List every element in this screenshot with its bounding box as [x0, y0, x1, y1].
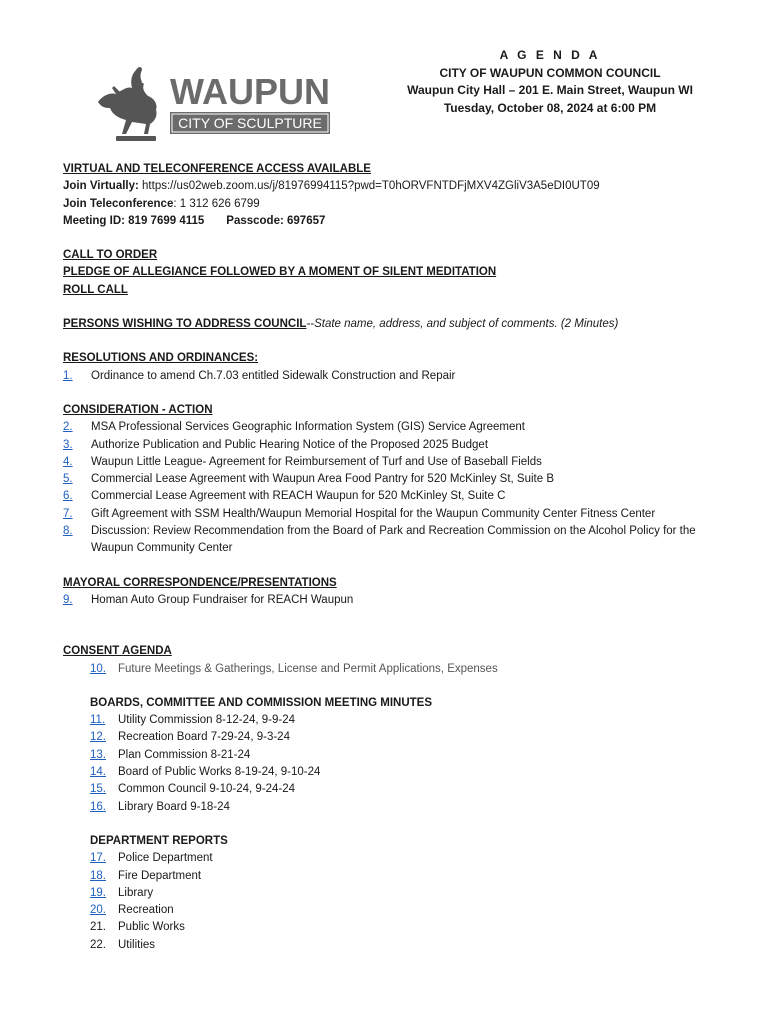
council-name: CITY OF WAUPUN COMMON COUNCIL — [439, 65, 661, 80]
logo-tagline: CITY OF SCULPTURE — [178, 115, 322, 131]
list-item — [63, 902, 713, 919]
item-text: Gift Agreement with SSM Health/Waupun Memorial Hospital for the Waupun Community Center Fitness Center — [91, 507, 656, 520]
list-item — [63, 488, 713, 505]
item-text: Discussion: Review Recommendation from the Board of Park and Recreation Commission on the Alcohol Policy for the Waupun Community Center — [91, 525, 696, 555]
item-link-17[interactable]: 17. — [90, 852, 106, 865]
list-item — [63, 850, 713, 867]
item-text: Waupun Little League- Agreement for Reimbursement of Turf and Use of Baseball Fields — [91, 455, 542, 468]
meeting-datetime: Tuesday, October 08, 2024 at 6:00 PM — [443, 100, 657, 115]
mayoral-heading: MAYORAL CORRESPONDENCE/PRESENTATIONS — [63, 576, 337, 589]
item-link-20[interactable]: 20. — [90, 904, 106, 917]
item-text: Utilities — [118, 938, 156, 951]
minutes-heading: BOARDS, COMMITTEE AND COMMISSION MEETING MINUTES — [90, 696, 433, 709]
persons-address-council — [63, 316, 713, 333]
list-item — [63, 919, 713, 936]
call-to-order: CALL TO ORDER — [63, 249, 158, 262]
list-item — [63, 885, 713, 902]
reports-heading: DEPARTMENT REPORTS — [90, 834, 228, 847]
list-item — [63, 592, 713, 609]
tele-label: Join Teleconference — [63, 197, 174, 210]
list-item — [63, 764, 713, 781]
list-item — [63, 781, 713, 798]
pledge: PLEDGE OF ALLEGIANCE FOLLOWED BY A MOMENT OF SILENT MEDITATION — [63, 266, 497, 279]
item-text: Board of Public Works 8-19-24, 9-10-24 — [118, 766, 321, 779]
item-text: Commercial Lease Agreement with Waupun Area Food Pantry for 520 McKinley St, Suite B — [91, 473, 554, 486]
list-item — [63, 937, 713, 954]
item-text: Common Council 9-10-24, 9-24-24 — [118, 783, 296, 796]
item-text: Fire Department — [118, 869, 202, 882]
logo-name: WAUPUN — [170, 71, 330, 112]
list-item — [63, 868, 713, 885]
meeting-location: Waupun City Hall – 201 E. Main Street, Waupun WI — [407, 83, 693, 97]
list-item — [63, 799, 713, 816]
agenda-header — [400, 47, 700, 117]
zoom-link[interactable]: https://us02web.zoom.us/j/81976994115?pwd=T0hORVFNTDFjMXV4ZGliV3A5eDI0UT09 — [138, 180, 600, 193]
item-link-6[interactable]: 6. — [63, 490, 73, 503]
list-item — [63, 454, 713, 471]
list-item — [63, 729, 713, 746]
list-item — [63, 437, 713, 454]
item-link-5[interactable]: 5. — [63, 473, 73, 486]
teleconference-access — [63, 196, 713, 213]
virtual-label: Join Virtually: — [63, 180, 139, 193]
item-link-2[interactable]: 2. — [63, 421, 73, 434]
item-link-9[interactable]: 9. — [63, 593, 73, 606]
item-text: Authorize Publication and Public Hearing Notice of the Proposed 2025 Budget — [91, 438, 489, 451]
item-link-11[interactable]: 11. — [90, 714, 106, 727]
list-item — [63, 368, 713, 385]
item-number: 21. — [90, 921, 106, 934]
item-link-15[interactable]: 15. — [90, 783, 106, 796]
roll-call: ROLL CALL — [63, 283, 128, 296]
item-link-8[interactable]: 8. — [63, 525, 73, 538]
item-link-4[interactable]: 4. — [63, 455, 73, 468]
item-text: Library — [118, 886, 154, 899]
list-item — [63, 471, 713, 488]
access-heading: VIRTUAL AND TELECONFERENCE ACCESS AVAILABLE — [63, 163, 371, 175]
item-link-10[interactable]: 10. — [90, 662, 106, 675]
item-text: Recreation Board 7-29-24, 9-3-24 — [118, 731, 290, 744]
list-item — [63, 747, 713, 764]
item-text: MSA Professional Services Geographic Information System (GIS) Service Agreement — [91, 421, 525, 434]
tele-number: : 1 312 626 6799 — [173, 197, 260, 210]
item-text: Plan Commission 8-21-24 — [118, 748, 251, 761]
consideration-heading: CONSIDERATION - ACTION — [63, 403, 213, 416]
agenda-title: A G E N D A — [499, 48, 601, 62]
item-text: Future Meetings & Gatherings, License and Permit Applications, Expenses — [118, 662, 498, 675]
item-text: Public Works — [118, 921, 185, 934]
item-text: Commercial Lease Agreement with REACH Waupun for 520 McKinley St, Suite C — [91, 490, 506, 503]
item-link-1[interactable]: 1. — [63, 369, 73, 382]
item-text: Library Board 9-18-24 — [118, 800, 230, 813]
agenda-content — [63, 161, 713, 954]
item-text: Utility Commission 8-12-24, 9-9-24 — [118, 714, 296, 727]
item-link-13[interactable]: 13. — [90, 748, 106, 761]
meeting-id: Meeting ID: 819 7699 4115 — [63, 214, 205, 227]
item-link-16[interactable]: 16. — [90, 800, 106, 813]
item-link-18[interactable]: 18. — [90, 869, 106, 882]
meeting-credentials — [63, 213, 713, 230]
item-text: Recreation — [118, 904, 174, 917]
item-text: Homan Auto Group Fundraiser for REACH Waupun — [91, 593, 354, 606]
persons-note: --State name, address, and subject of comments. (2 Minutes) — [306, 318, 619, 331]
persons-label: PERSONS WISHING TO ADDRESS COUNCIL — [63, 318, 307, 331]
item-link-14[interactable]: 14. — [90, 766, 106, 779]
list-item — [63, 419, 713, 436]
resolutions-heading: RESOLUTIONS AND ORDINANCES: — [63, 352, 259, 365]
virtual-access — [63, 178, 713, 195]
list-item — [63, 506, 713, 523]
item-link-12[interactable]: 12. — [90, 731, 106, 744]
item-text: Police Department — [118, 852, 213, 865]
item-link-19[interactable]: 19. — [90, 886, 106, 899]
waupun-logo — [92, 62, 337, 152]
list-item — [63, 523, 713, 558]
end-of-trail-sculpture-icon — [98, 67, 157, 141]
consent-heading: CONSENT AGENDA — [63, 645, 172, 658]
item-link-3[interactable]: 3. — [63, 438, 73, 451]
item-text: Ordinance to amend Ch.7.03 entitled Sidewalk Construction and Repair — [91, 369, 456, 382]
list-item — [63, 712, 713, 729]
item-number: 22. — [90, 938, 106, 951]
passcode: Passcode: 697657 — [226, 214, 326, 227]
item-link-7[interactable]: 7. — [63, 507, 73, 520]
list-item — [63, 661, 713, 678]
